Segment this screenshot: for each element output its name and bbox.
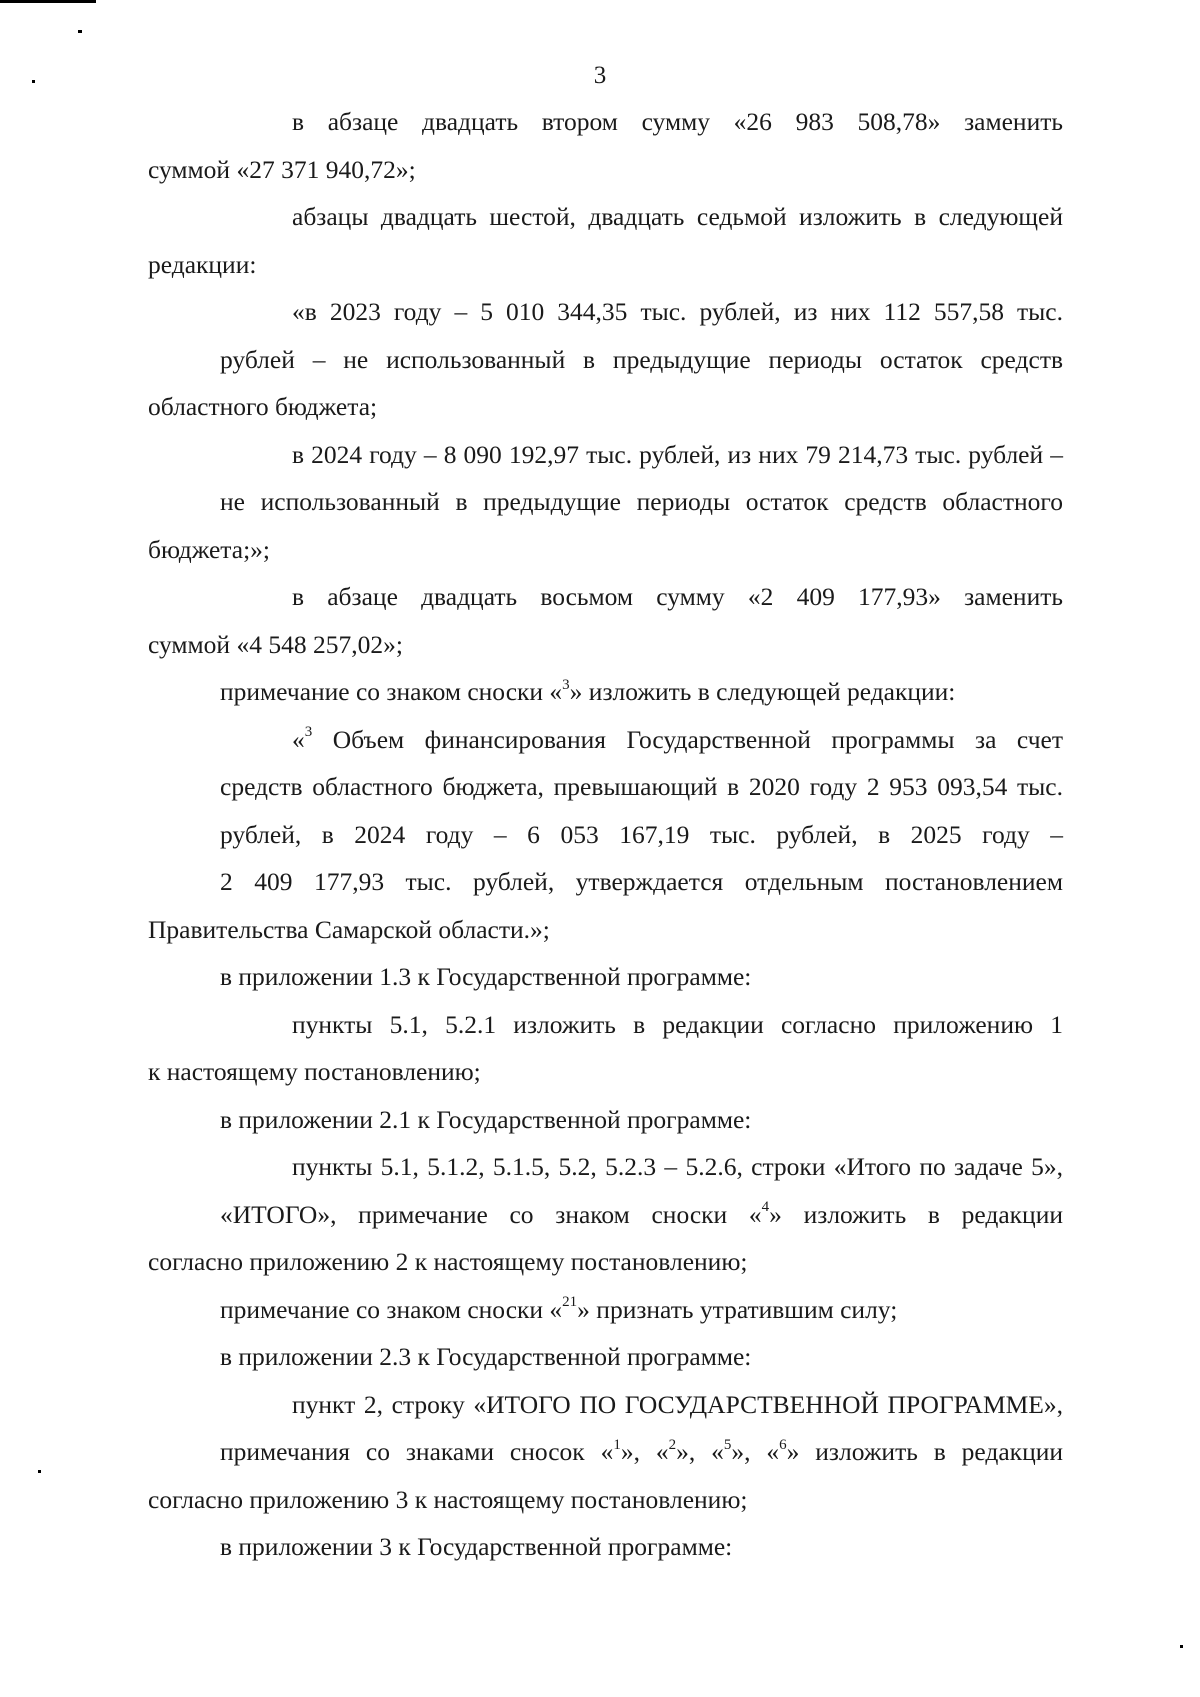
text-line: абзацы двадцать шестой, двадцать седьмой изложить в следующей bbox=[292, 202, 1063, 231]
text-line: пункты 5.1, 5.1.2, 5.1.5, 5.2, 5.2.3 – 5.2.6, строки «Итого по задаче 5», bbox=[292, 1152, 1063, 1181]
text-line: согласно приложению 2 к настоящему постановлению; bbox=[148, 1247, 748, 1276]
footnote-marker: 1 bbox=[613, 1436, 621, 1453]
text-run: » признать утратившим силу; bbox=[577, 1294, 898, 1324]
paragraph: в приложении 3 к Государственной программе: bbox=[220, 1532, 733, 1561]
footnote-marker: 3 bbox=[304, 724, 313, 740]
paragraph: в приложении 1.3 к Государственной программе: bbox=[220, 962, 752, 991]
text-line: 2 409 177,93 тыс. рублей, утверждается отдельным постановлением bbox=[220, 867, 1063, 896]
text-line: бюджета;»; bbox=[148, 534, 270, 564]
text-run: » изложить в редакции bbox=[786, 1437, 1064, 1466]
footnote-marker: 4 bbox=[761, 1199, 770, 1215]
text-line bbox=[148, 716, 1063, 764]
paragraph bbox=[148, 98, 1063, 193]
text-run: », « bbox=[731, 1437, 780, 1466]
text-line: суммой «4 548 257,02»; bbox=[148, 629, 403, 659]
footnote-marker: 2 bbox=[668, 1436, 677, 1453]
paragraph bbox=[148, 573, 1063, 668]
text-line: «в 2023 году – 5 010 344,35 тыс. рублей, из них 112 557,58 тыс. bbox=[292, 297, 1063, 326]
footnote-marker: 5 bbox=[723, 1436, 732, 1453]
text-run: », « bbox=[676, 1437, 724, 1466]
text-line: согласно приложению 3 к настоящему постановлению; bbox=[148, 1484, 748, 1514]
footnote-marker: 6 bbox=[779, 1436, 787, 1453]
text-line: пункты 5.1, 5.2.1 изложить в редакции согласно приложению 1 bbox=[292, 1009, 1063, 1039]
text-line: в абзаце двадцать восьмом сумму «2 409 177,93» заменить bbox=[292, 582, 1063, 611]
text-line: редакции: bbox=[148, 249, 257, 279]
text-run: « bbox=[292, 724, 305, 754]
text-line: рублей, в 2024 году – 6 053 167,19 тыс. рублей, в 2025 году – bbox=[220, 819, 1063, 849]
text-line: средств областного бюджета, превышающий в 2020 году 2 953 093,54 тыс. bbox=[220, 772, 1063, 801]
scan-speck bbox=[1180, 1645, 1183, 1648]
paragraph bbox=[148, 668, 1063, 716]
text-run: », « bbox=[620, 1437, 669, 1466]
text-line bbox=[148, 1428, 1063, 1476]
text-run: примечания со знаками сносок « bbox=[220, 1437, 614, 1466]
text-line: к настоящему постановлению; bbox=[148, 1057, 481, 1086]
text-line: не использованный в предыдущие периоды остаток средств областного bbox=[220, 487, 1063, 516]
text-line: в 2024 году – 8 090 192,97 тыс. рублей, из них 79 214,73 тыс. рублей – bbox=[292, 439, 1063, 469]
text-run: Объем финансирования Государственной программы за счет bbox=[312, 724, 1063, 754]
text-line: пункт 2, строку «ИТОГО ПО ГОСУДАРСТВЕННОЙ ПРОГРАММЕ», bbox=[292, 1389, 1063, 1419]
paragraph: в приложении 2.3 к Государственной программе: bbox=[220, 1342, 752, 1371]
text-line: рублей – не использованный в предыдущие периоды остаток средств bbox=[220, 344, 1063, 374]
paragraph: в приложении 2.1 к Государственной программе: bbox=[220, 1104, 752, 1134]
text-line bbox=[148, 1191, 1063, 1239]
paragraph bbox=[148, 1143, 1063, 1286]
paragraph bbox=[148, 431, 1063, 574]
text-run: примечание со знаком сноски « bbox=[220, 677, 563, 706]
text-line: Правительства Самарской области.»; bbox=[148, 914, 550, 944]
paragraph bbox=[148, 193, 1063, 288]
scan-speck bbox=[78, 30, 82, 33]
footnote-marker: 21 bbox=[562, 1294, 578, 1310]
text-run: » изложить в следующей редакции: bbox=[569, 677, 956, 706]
text-line: суммой «27 371 940,72»; bbox=[148, 154, 416, 184]
text-run: » изложить в редакции bbox=[769, 1199, 1064, 1229]
paragraph bbox=[148, 288, 1063, 431]
footnote-marker: 3 bbox=[562, 676, 570, 693]
paragraph bbox=[148, 1001, 1063, 1096]
page-number: 3 bbox=[593, 62, 607, 89]
text-run: примечание со знаком сноски « bbox=[220, 1294, 563, 1324]
text-run: «ИТОГО», примечание со знаком сноски « bbox=[220, 1199, 762, 1229]
paragraph bbox=[148, 1381, 1063, 1524]
scan-speck bbox=[38, 1470, 41, 1473]
scan-edge-line bbox=[0, 0, 96, 3]
document-body bbox=[148, 98, 1063, 1571]
text-line: областного бюджета; bbox=[148, 392, 378, 421]
text-line: в абзаце двадцать втором сумму «26 983 508,78» заменить bbox=[292, 107, 1063, 136]
paragraph bbox=[148, 716, 1063, 954]
paragraph bbox=[148, 1286, 1063, 1334]
